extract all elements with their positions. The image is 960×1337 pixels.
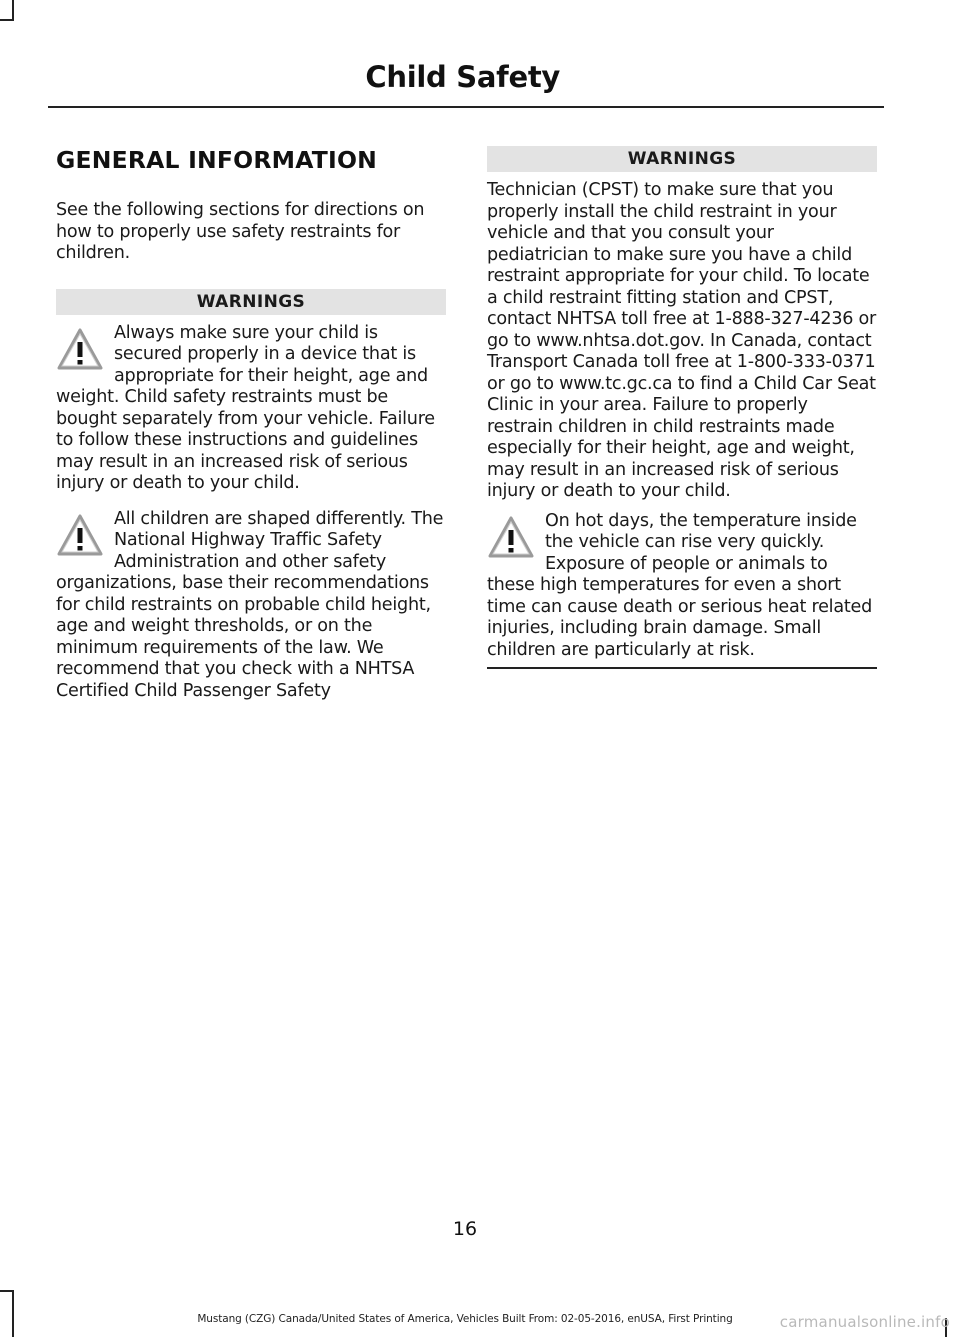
crop-mark [12, 0, 14, 20]
right-column [487, 146, 877, 669]
header-divider [48, 106, 884, 108]
page-title: Child Safety [365, 60, 560, 94]
intro-paragraph: See the following sections for directions on how to properly use safety restraints for children. [56, 200, 425, 263]
warnings-heading: WARNINGS [56, 289, 446, 315]
section-title: GENERAL INFORMATION [56, 146, 378, 174]
watermark: carmanualsonline.info [779, 1313, 950, 1331]
footer-text: Mustang (CZG) Canada/United States of America, Vehicles Built From: 02-05-2016, enUSA, First Printing [197, 1313, 733, 1325]
warning-text: On hot days, the temperature inside the vehicle can rise very quickly. Exposure of people or animals to these high temperatures for even a short time can cause death or serious heat related injuries, including brain damage. Small children are particularly at risk. [487, 510, 872, 660]
page-number: 16 [452, 1218, 478, 1240]
warning-item [56, 509, 446, 703]
warning-text: All children are shaped differently. The National Highway Traffic Safety Administration and other safety organizations, base their recommendations for child restraints on probable child height, age and weight thresholds, or on the minimum requirements of the law. We recommend that you check with a NHTSA Certified Child Passenger Safety [56, 508, 444, 701]
warnings-heading: WARNINGS [487, 146, 877, 172]
warning-triangle-icon [56, 509, 108, 563]
warning-item [487, 511, 877, 662]
crop-mark [0, 1290, 14, 1292]
warning-continued-text: Technician (CPST) to make sure that you properly install the child restraint in your vehicle and that you consult your pediatrician to make sure you have a child restraint appropriate for your child. To locate a child restraint fitting station and CPST, contact NHTSA toll free at 1-888-327-4236 or go to www.nhtsa.dot.gov. In Canada, contact Transport Canada toll free at 1-800-333-0371 or go to www.tc.gc.ca to find a Child Car Seat Clinic in your area. Failure to properly restrain children in child restraints made especially for their height, age and weight, may result in an increased risk of serious injury or death to your child. [487, 180, 877, 501]
warning-text: Always make sure your child is secured properly in a device that is appropriate for their height, age and weight. Child safety restraints must be bought separately from your vehicle. Failure to follow these instructions and guidelines may result in an increased risk of serious injury or death to your child. [56, 322, 435, 493]
warning-triangle-icon [487, 511, 539, 565]
warnings-end-divider [487, 667, 877, 669]
warning-triangle-icon [56, 323, 108, 377]
warning-item [56, 323, 446, 495]
left-column [56, 146, 446, 702]
crop-mark [0, 19, 14, 21]
